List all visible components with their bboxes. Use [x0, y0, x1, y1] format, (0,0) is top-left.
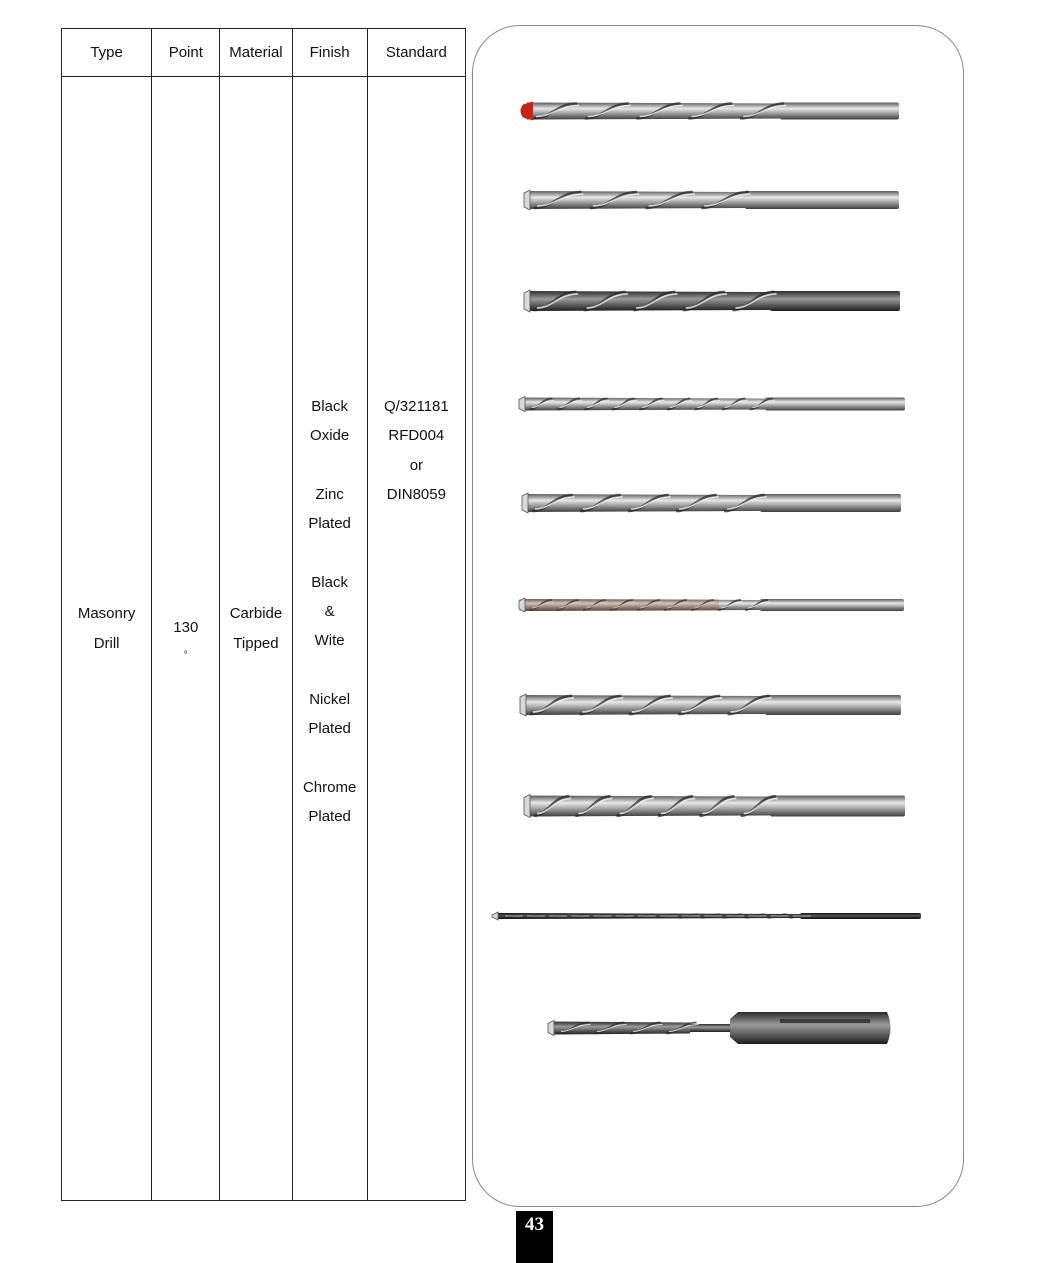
finish-line: Plated	[308, 515, 351, 533]
finish-line: Oxide	[310, 427, 350, 445]
finish-line: Chrome	[302, 778, 357, 796]
header-finish: Finish	[292, 29, 367, 77]
drill-bit	[524, 795, 905, 818]
finish-line: Wite	[314, 632, 345, 650]
type-line: Drill	[93, 634, 120, 652]
drill-bit	[520, 694, 901, 716]
standard-line: RFD004	[388, 427, 445, 445]
drill-bit	[548, 1012, 891, 1044]
point-value: 130 °	[173, 619, 199, 661]
page-number: 43	[516, 1211, 553, 1263]
drill-bit	[519, 598, 904, 612]
finish-line: Zinc	[315, 485, 344, 503]
drill-bit	[521, 102, 900, 121]
drill-bit	[524, 190, 899, 210]
finish-line: Nickel	[309, 690, 351, 708]
header-material: Material	[220, 29, 292, 77]
type-line: Masonry	[77, 605, 136, 622]
standard-line: Q/321181	[383, 398, 449, 415]
header-standard: Standard	[367, 29, 465, 77]
drill-bit	[522, 493, 901, 513]
drill-bit	[492, 912, 921, 920]
drill-bit	[519, 397, 905, 412]
standard-line: or	[409, 456, 424, 474]
finish-line: &	[324, 603, 335, 621]
finish-line: Black	[311, 398, 348, 415]
finish-line: Plated	[308, 720, 351, 738]
header-point: Point	[152, 29, 220, 77]
header-type: Type	[62, 29, 152, 77]
finish-line: Plated	[308, 808, 351, 826]
material-line: Carbide	[229, 605, 283, 622]
standard-line: DIN8059	[386, 485, 446, 503]
finish-line: Black	[311, 573, 348, 591]
material-line: Tipped	[233, 634, 279, 652]
drill-bit	[524, 290, 900, 312]
